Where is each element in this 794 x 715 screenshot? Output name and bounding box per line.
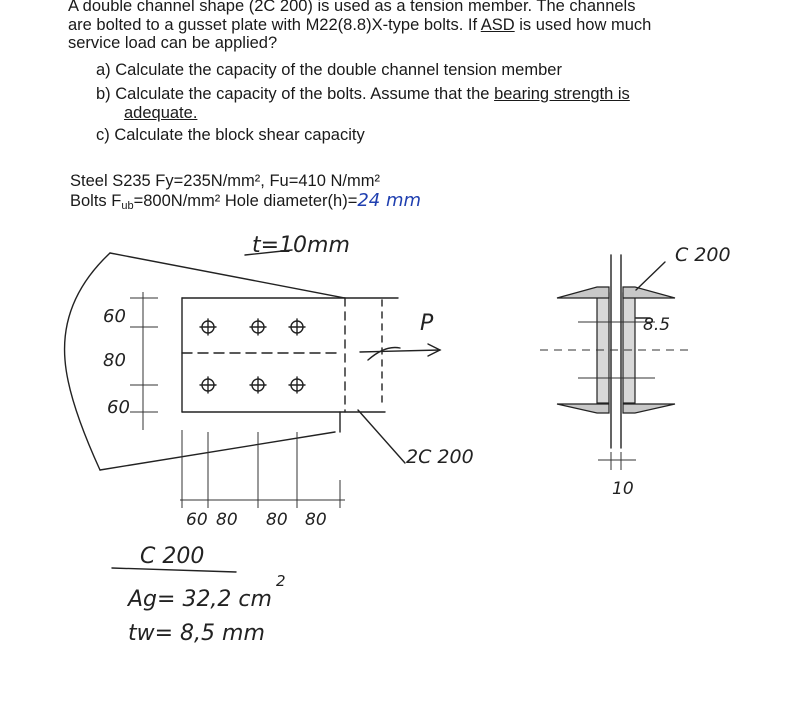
bolt [200, 319, 216, 335]
question-a: a) Calculate the capacity of the double channel tension member [96, 61, 562, 79]
gusset-top-edge [110, 253, 345, 298]
question-c: c) Calculate the block shear capacity [96, 126, 365, 144]
intro-line-1: A double channel shape (2C 200) is used as a tension member. The channels [68, 0, 636, 15]
bolt [250, 319, 266, 335]
section-label: C 200 [675, 244, 731, 266]
dim-edge-top: 60 [103, 306, 126, 327]
intro-line-2-end: is used how much [514, 16, 652, 34]
bolt [289, 319, 305, 335]
member-label: 2C 200 [406, 446, 474, 468]
bolt-spec: =800N/mm² Hole diameter(h)= [133, 192, 358, 210]
intro-line-3: service load can be applied? [68, 34, 278, 52]
bolt [200, 377, 216, 393]
bolt [289, 377, 305, 393]
flange-top-left [557, 287, 609, 298]
asd-term: ASD [480, 16, 515, 34]
dim-end-distance: 60 [186, 510, 208, 530]
steel-properties: Steel S235 Fy=235N/mm², Fu=410 N/mm² [70, 172, 380, 190]
member-leader [358, 410, 405, 463]
flange-bottom-right [623, 404, 675, 413]
plate-thickness-label: 10 [612, 479, 634, 499]
dim-pitch-1: 80 [216, 510, 238, 530]
dim-pitch-3: 80 [305, 510, 327, 530]
web-thickness: tw= 8,5 mm [128, 621, 265, 646]
dim-bolt-gauge: 80 [103, 350, 126, 371]
gross-area-unit-exponent: 2 [276, 572, 286, 590]
channel-web-left [597, 293, 609, 403]
intro-line-2-start: are bolted to a gusset plate with M22(8.8)X-type bolts. If [68, 16, 481, 34]
load-curl [368, 348, 400, 361]
thickness-label: t=10mm [252, 233, 350, 258]
web-thickness-label: 8.5 [643, 315, 671, 335]
bearing-strength-term: bearing strength is [494, 85, 630, 103]
hole-diameter-value: 24 mm [357, 190, 422, 211]
question-b-continued: adequate. [124, 104, 198, 122]
gusset-bottom-edge [100, 432, 335, 470]
question-b-text: b) Calculate the capacity of the bolts. Assume that the [96, 85, 495, 103]
gross-area: Ag= 32,2 cm [128, 587, 272, 612]
bolt-label: Bolts F [70, 192, 122, 210]
channel-web-right [623, 293, 635, 403]
bolt-subscript: ub [121, 200, 134, 212]
section-leader [636, 262, 665, 290]
dim-pitch-2: 80 [266, 510, 288, 530]
flange-bottom-left [557, 404, 609, 413]
load-label: P [420, 311, 434, 336]
load-arrow [360, 350, 440, 352]
cross-section [540, 255, 690, 470]
flange-top-right [623, 287, 675, 298]
bolt [250, 377, 266, 393]
dim-edge-bottom: 60 [107, 397, 130, 418]
bolt-pattern [200, 319, 305, 393]
properties-title: C 200 [140, 544, 205, 569]
